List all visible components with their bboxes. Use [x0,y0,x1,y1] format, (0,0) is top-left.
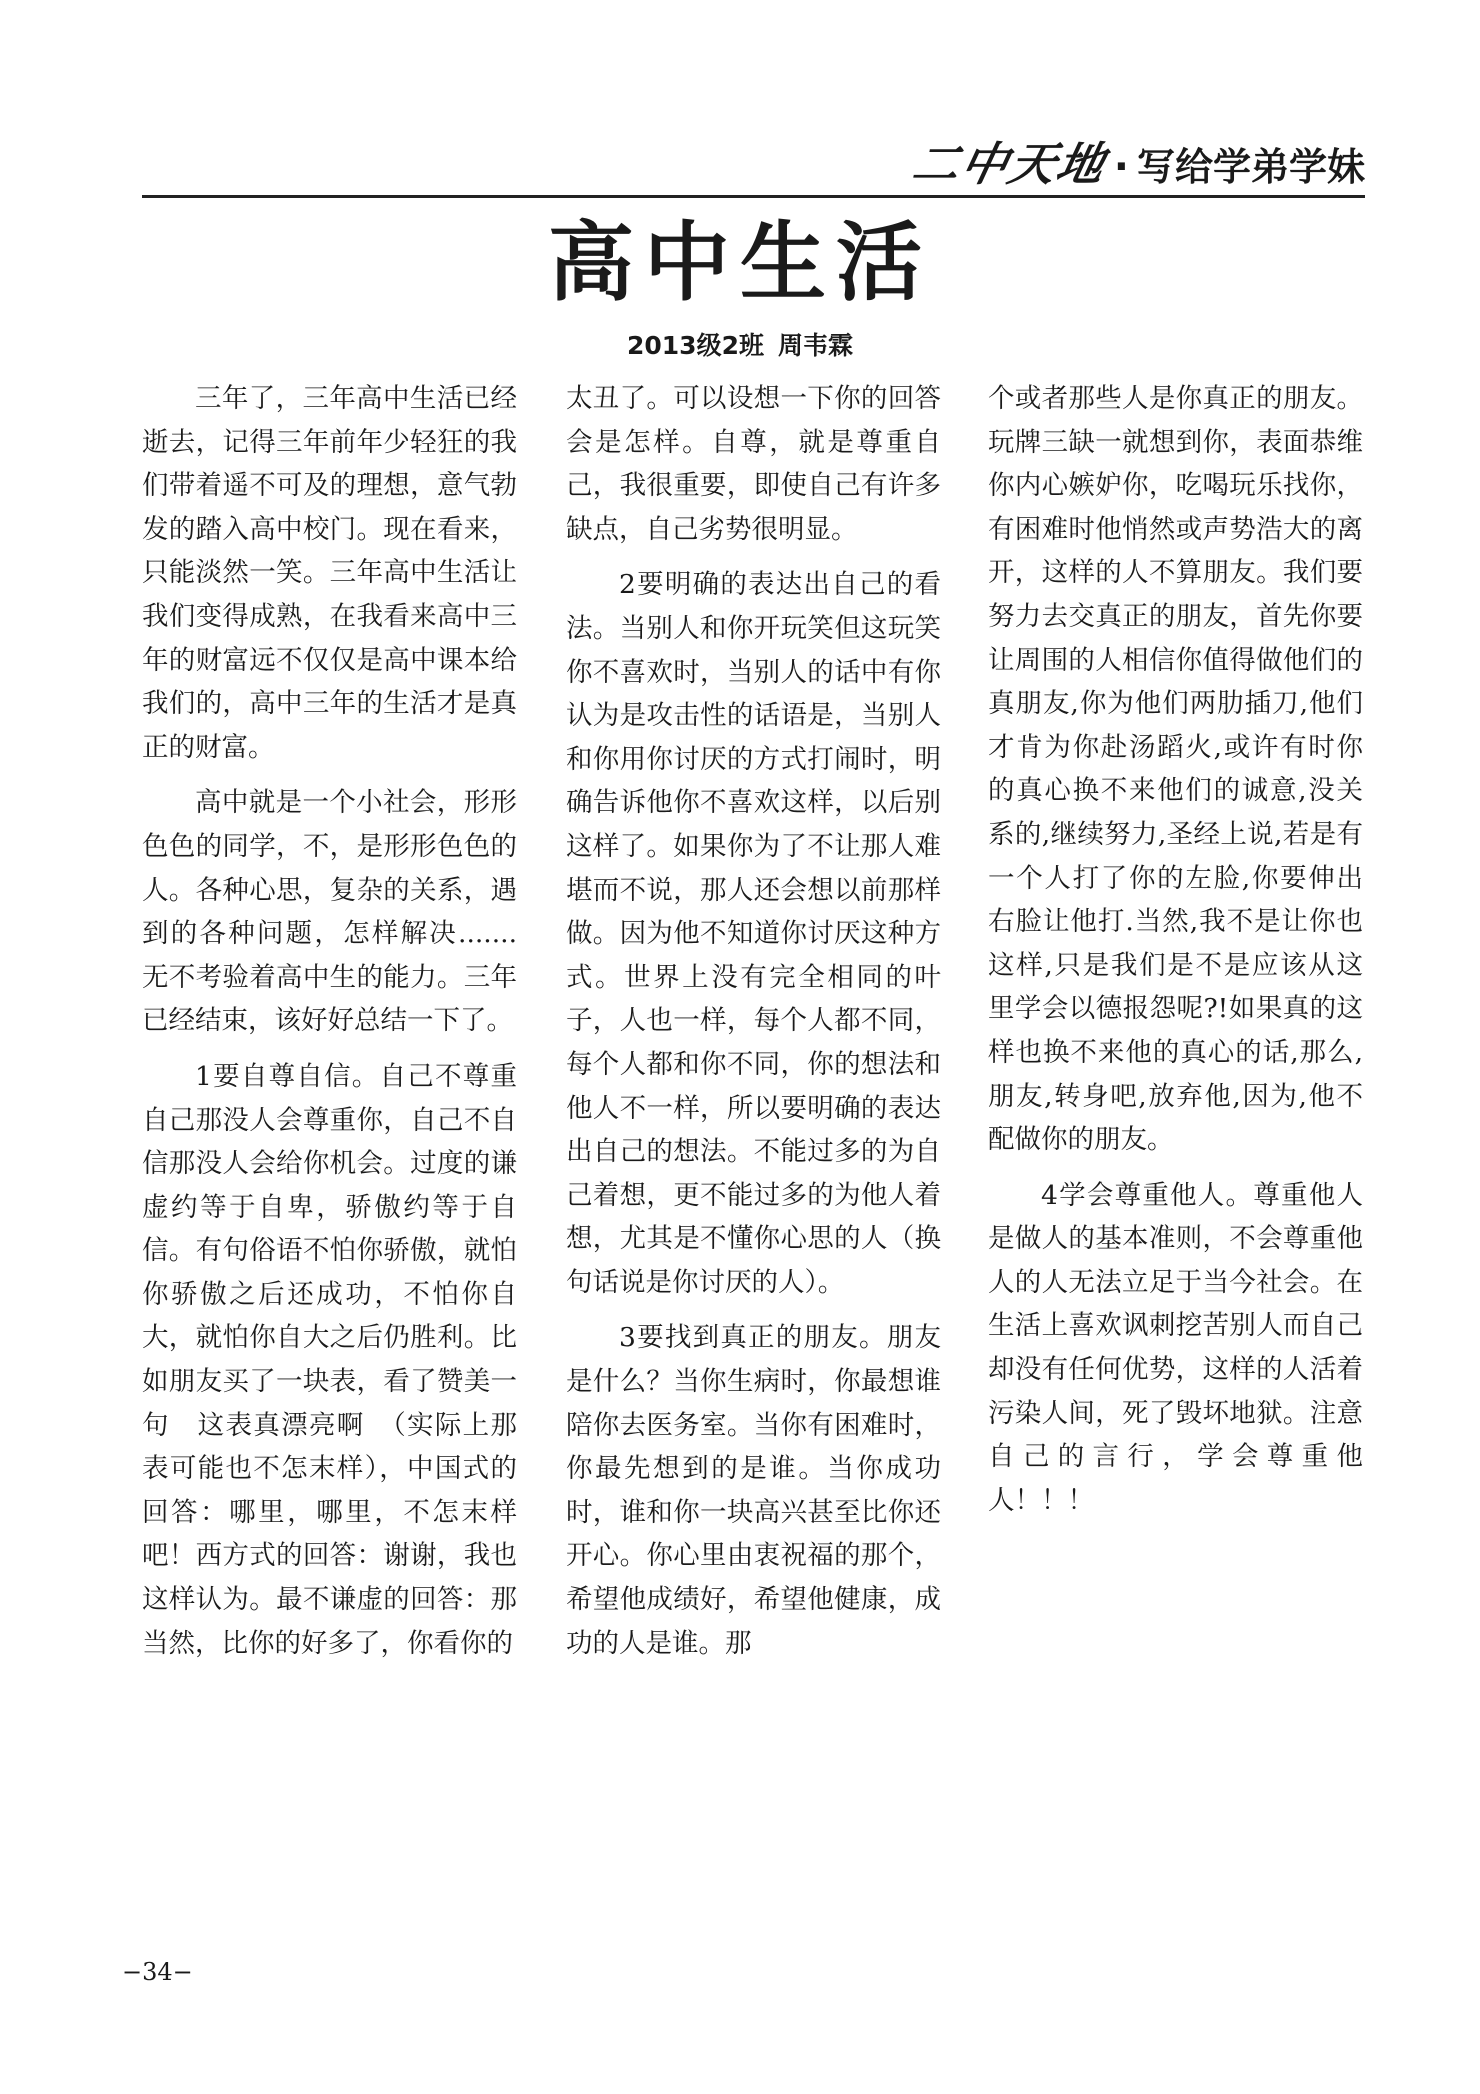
paragraph: 3要找到真正的朋友。朋友是什么？当你生病时，你最想谁陪你去医务室。当你有困难时，你最先想到的是谁。当你成功时，谁和你一块高兴甚至比你还开心。你心里由衷祝福的那个，希望他成绩好，希望他健康，成功的人是谁。那 [566,1322,941,1659]
text-column-2 [566,377,941,1677]
author-name: 周韦霖 [777,331,853,360]
byline [0,326,1480,362]
paragraph-continued: 太丑了。可以设想一下你的回答会是怎样。自尊，就是尊重自己，我很重要，即使自己有许多缺点，自己劣势很明显。 [566,383,941,545]
paragraph-continued: 个或者那些人是你真正的朋友。玩牌三缺一就想到你，表面恭维你内心嫉妒你，吃喝玩乐找你，有困难时他悄然或声势浩大的离开，这样的人不算朋友。我们要努力去交真正的朋友，首先你要让周围的人相信你值得做他们的真朋友,你为他们两肋插刀,他们才肯为你赴汤蹈火,或许有时你的真心换不来他们的诚意,没关系的,继续努力,圣经上说,若是有一个人打了你的左脸,你要伸出右脸让他打.当然,我不是让你也这样,只是我们是不是应该从这里学会以德报怨呢?!如果真的这样也换不来他的真心的话,那么,朋友,转身吧,放弃他,因为,他不配做你的朋友。 [988,383,1363,1156]
author-class: 2013级2班 [627,331,764,360]
section-header [0,128,1365,191]
paragraph: 高中就是一个小社会，形形色色的同学，不，是形形色色的人。各种心思，复杂的关系，遇到的各种问题，怎样解决.......无不考验着高中生的能力。三年已经结束，该好好总结一下了。 [142,787,517,1037]
section-title: 写给学弟学妹 [1136,145,1365,189]
text-column-1 [142,377,517,1677]
paragraph: 1要自尊自信。自己不尊重自己那没人会尊重你，自己不自信那没人会给你机会。过度的谦虚约等于自卑，骄傲约等于自信。有句俗语不怕你骄傲，就怕你骄傲之后还成功，不怕你自大，就怕你自大之后仍胜利。比如朋友买了一块表，看了赞美一句 这表真漂亮啊 （实际上那表可能也不怎末样），中国式的回答：哪里，哪里，不怎末样吧！西方式的回答：谢谢，我也这样认为。最不谦虚的回答：那当然，比你的好多了，你看你的 [142,1060,517,1659]
paragraph: 4学会尊重他人。尊重他人是做人的基本准则，不会尊重他人的人无法立足于当今社会。在生活上喜欢讽刺挖苦别人而自己却没有任何优势，这样的人活着污染人间，死了毁坏地狱。注意自己的言行，学会尊重他人！！！ [988,1179,1363,1516]
paragraph: 2要明确的表达出自己的看法。当别人和你开玩笑但这玩笑你不喜欢时，当别人的话中有你认为是攻击性的话语是，当别人和你用你讨厌的方式打闹时，明确告诉他你不喜欢这样，以后别这样了。如果你为了不让那人难堪而不说，那人还会想以前那样做。因为他不知道你讨厌这种方式。世界上没有完全相同的叶子，人也一样，每个人都不同，每个人都和你不同，你的想法和他人不一样，所以要明确的表达出自己的想法。不能过多的为自己着想，更不能过多的为他人着想，尤其是不懂你心思的人（换句话说是你讨厌的人）。 [566,569,941,1298]
page-number: −34− [122,1958,193,1986]
header-rule [142,195,1365,198]
header-separator: · [1113,144,1129,190]
magazine-logo: 二中天地 [907,137,1111,191]
article-title: 高中生活 [548,213,932,313]
text-column-3 [988,377,1363,1534]
paragraph: 三年了，三年高中生活已经逝去，记得三年前年少轻狂的我们带着遥不可及的理想，意气勃发的踏入高中校门。现在看来，只能淡然一笑。三年高中生活让我们变得成熟，在我看来高中三年的财富远不仅仅是高中课本给我们的，高中三年的生活才是真正的财富。 [142,383,517,763]
